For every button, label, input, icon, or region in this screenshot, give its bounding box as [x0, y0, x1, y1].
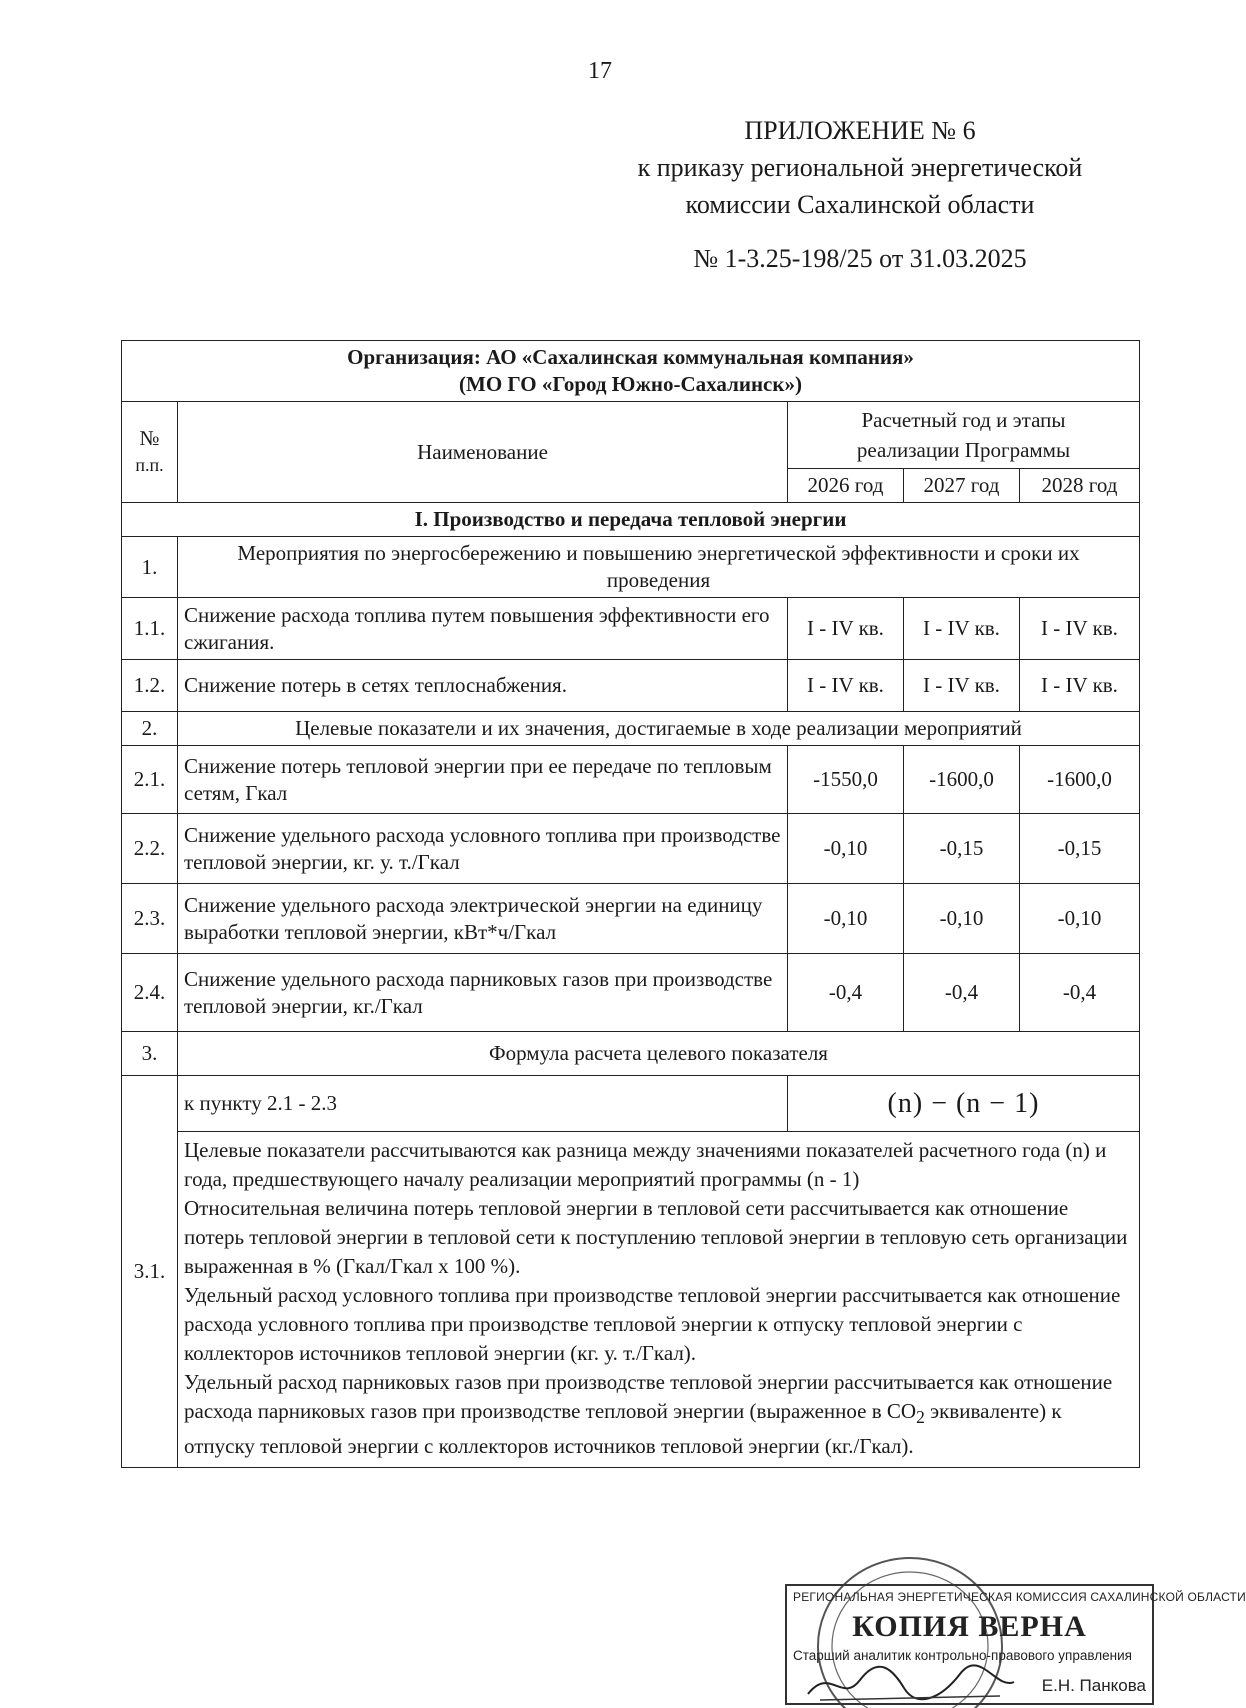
row-value: -0,10	[788, 814, 904, 884]
program-table	[121, 340, 1140, 1468]
table-row	[122, 598, 1140, 660]
description-paragraph	[184, 1368, 1133, 1461]
certified-copy-stamp	[785, 1584, 1246, 1705]
description-paragraph: Целевые показатели рассчитываются как разница между значениями показателей расчетного года (n) и года, предшествующего началу реализации мероприятий программы (n - 1)	[184, 1138, 1107, 1191]
formula-reference: к пункту 2.1 - 2.3	[178, 1076, 788, 1132]
appendix-title: ПРИЛОЖЕНИЕ № 6	[744, 116, 976, 145]
table-row	[122, 1032, 1140, 1076]
col-num-line-2: п.п.	[135, 455, 164, 475]
table-row	[122, 537, 1140, 598]
appendix-line-3: комиссии Сахалинской области	[685, 190, 1035, 219]
appendix-line-2: к приказу региональной энергетической	[637, 153, 1083, 182]
col-period-line-1: Расчетный год и этапы	[861, 408, 1066, 432]
table-row	[122, 746, 1140, 814]
row-value: -0,10	[904, 884, 1020, 954]
row-value: -0,4	[904, 954, 1020, 1032]
row-text: Снижение потерь в сетях теплоснабжения.	[178, 660, 788, 712]
row-num: 2.1.	[122, 746, 178, 814]
stamp-signer-name: Е.Н. Панкова	[1041, 1676, 1146, 1695]
table-row	[122, 660, 1140, 712]
table-row	[122, 954, 1140, 1032]
appendix-header	[600, 112, 1120, 223]
row-value: -0,10	[788, 884, 904, 954]
row-num: 1.	[122, 537, 178, 598]
row-value: I - IV кв.	[1020, 598, 1140, 660]
row-value: -0,4	[1020, 954, 1140, 1032]
org-name: Организация: АО «Сахалинская коммунальная компания»	[347, 345, 914, 369]
formula-row	[122, 1076, 1140, 1132]
year-2027: 2027 год	[904, 469, 1020, 503]
subscript: 2	[916, 1407, 925, 1428]
stamp-organization: РЕГИОНАЛЬНАЯ ЭНЕРГЕТИЧЕСКАЯ КОМИССИЯ САХАЛИНСКОЙ ОБЛАСТИ	[793, 1590, 1246, 1604]
row-value: -1600,0	[1020, 746, 1140, 814]
page-number: 17	[588, 58, 612, 84]
order-number: № 1-3.25-198/25 от 31.03.2025	[693, 244, 1027, 273]
row-value: I - IV кв.	[788, 598, 904, 660]
row-value: -0,10	[1020, 884, 1140, 954]
section-title: I. Производство и передача тепловой энергии	[122, 503, 1140, 537]
col-name-header: Наименование	[178, 402, 788, 503]
table-row	[122, 814, 1140, 884]
formula-description	[178, 1132, 1140, 1468]
description-paragraph: Относительная величина потерь тепловой энергии в тепловой сети рассчитывается как отношение потерь тепловой энергии в тепловой сети к поступлению тепловой энергии в тепловую сеть организации выраженная в % (Гкал/Гкал х 100 %).	[184, 1196, 1128, 1278]
row-text: Снижение расхода топлива путем повышения эффективности его сжигания.	[178, 598, 788, 660]
table-row	[122, 884, 1140, 954]
table-row	[122, 712, 1140, 746]
row-value: -0,15	[1020, 814, 1140, 884]
row-num: 2.4.	[122, 954, 178, 1032]
row-text: Снижение потерь тепловой энергии при ее передаче по тепловым сетям, Гкал	[178, 746, 788, 814]
row-num: 3.	[122, 1032, 178, 1076]
row-text: Целевые показатели и их значения, достигаемые в ходе реализации мероприятий	[178, 712, 1140, 746]
row-value: -0,15	[904, 814, 1020, 884]
org-row	[122, 341, 1140, 402]
description-row	[122, 1132, 1140, 1468]
col-period-header	[788, 402, 1140, 469]
row-num: 2.3.	[122, 884, 178, 954]
section-row	[122, 503, 1140, 537]
row-value: I - IV кв.	[788, 660, 904, 712]
row-num: 1.2.	[122, 660, 178, 712]
row-text: Снижение удельного расхода парниковых газов при производстве тепловой энергии, кг./Гкал	[178, 954, 788, 1032]
row-num: 1.1.	[122, 598, 178, 660]
org-municipality: (МО ГО «Город Южно-Сахалинск»)	[459, 372, 802, 396]
row-text: Снижение удельного расхода электрической энергии на единицу выработки тепловой энергии, кВт*ч/Гкал	[178, 884, 788, 954]
row-text: Снижение удельного расхода условного топлива при производстве тепловой энергии, кг. у. т./Гкал	[178, 814, 788, 884]
row-value: I - IV кв.	[904, 660, 1020, 712]
row-value: -1550,0	[788, 746, 904, 814]
row-value: I - IV кв.	[904, 598, 1020, 660]
row-value: -0,4	[788, 954, 904, 1032]
col-num-line-1: №	[139, 426, 160, 450]
stamp-position: Старший аналитик контрольно-правового управления	[793, 1648, 1132, 1663]
description-text: эквиваленте) к отпуску тепловой энергии с коллекторов источников тепловой энергии (кг./Гкал).	[184, 1399, 1062, 1459]
row-text: Формула расчета целевого показателя	[178, 1032, 1140, 1076]
formula: (n) − (n − 1)	[788, 1076, 1140, 1132]
col-num-header	[122, 402, 178, 503]
row-text: Мероприятия по энергосбережению и повышению энергетической эффективности и сроки их проведения	[178, 537, 1140, 598]
org-cell	[122, 341, 1140, 402]
stamp-title: КОПИЯ ВЕРНА	[852, 1610, 1087, 1643]
description-text: Удельный расход парниковых газов при производстве тепловой энергии рассчитывается как отношение расхода парниковых газов при производстве тепловой энергии (выраженное в CO	[184, 1370, 1113, 1423]
year-2026: 2026 год	[788, 469, 904, 503]
row-num: 3.1.	[122, 1076, 178, 1468]
row-value: I - IV кв.	[1020, 660, 1140, 712]
col-period-line-2: реализации Программы	[856, 438, 1071, 462]
row-num: 2.2.	[122, 814, 178, 884]
row-num: 2.	[122, 712, 178, 746]
year-2028: 2028 год	[1020, 469, 1140, 503]
description-paragraph: Удельный расход условного топлива при производстве тепловой энергии рассчитывается как отношение расхода условного топлива при производстве тепловой энергии к отпуску тепловой энергии с коллекторов источников тепловой энергии (кг. у. т./Гкал).	[184, 1283, 1121, 1365]
header-row	[122, 402, 1140, 469]
row-value: -1600,0	[904, 746, 1020, 814]
